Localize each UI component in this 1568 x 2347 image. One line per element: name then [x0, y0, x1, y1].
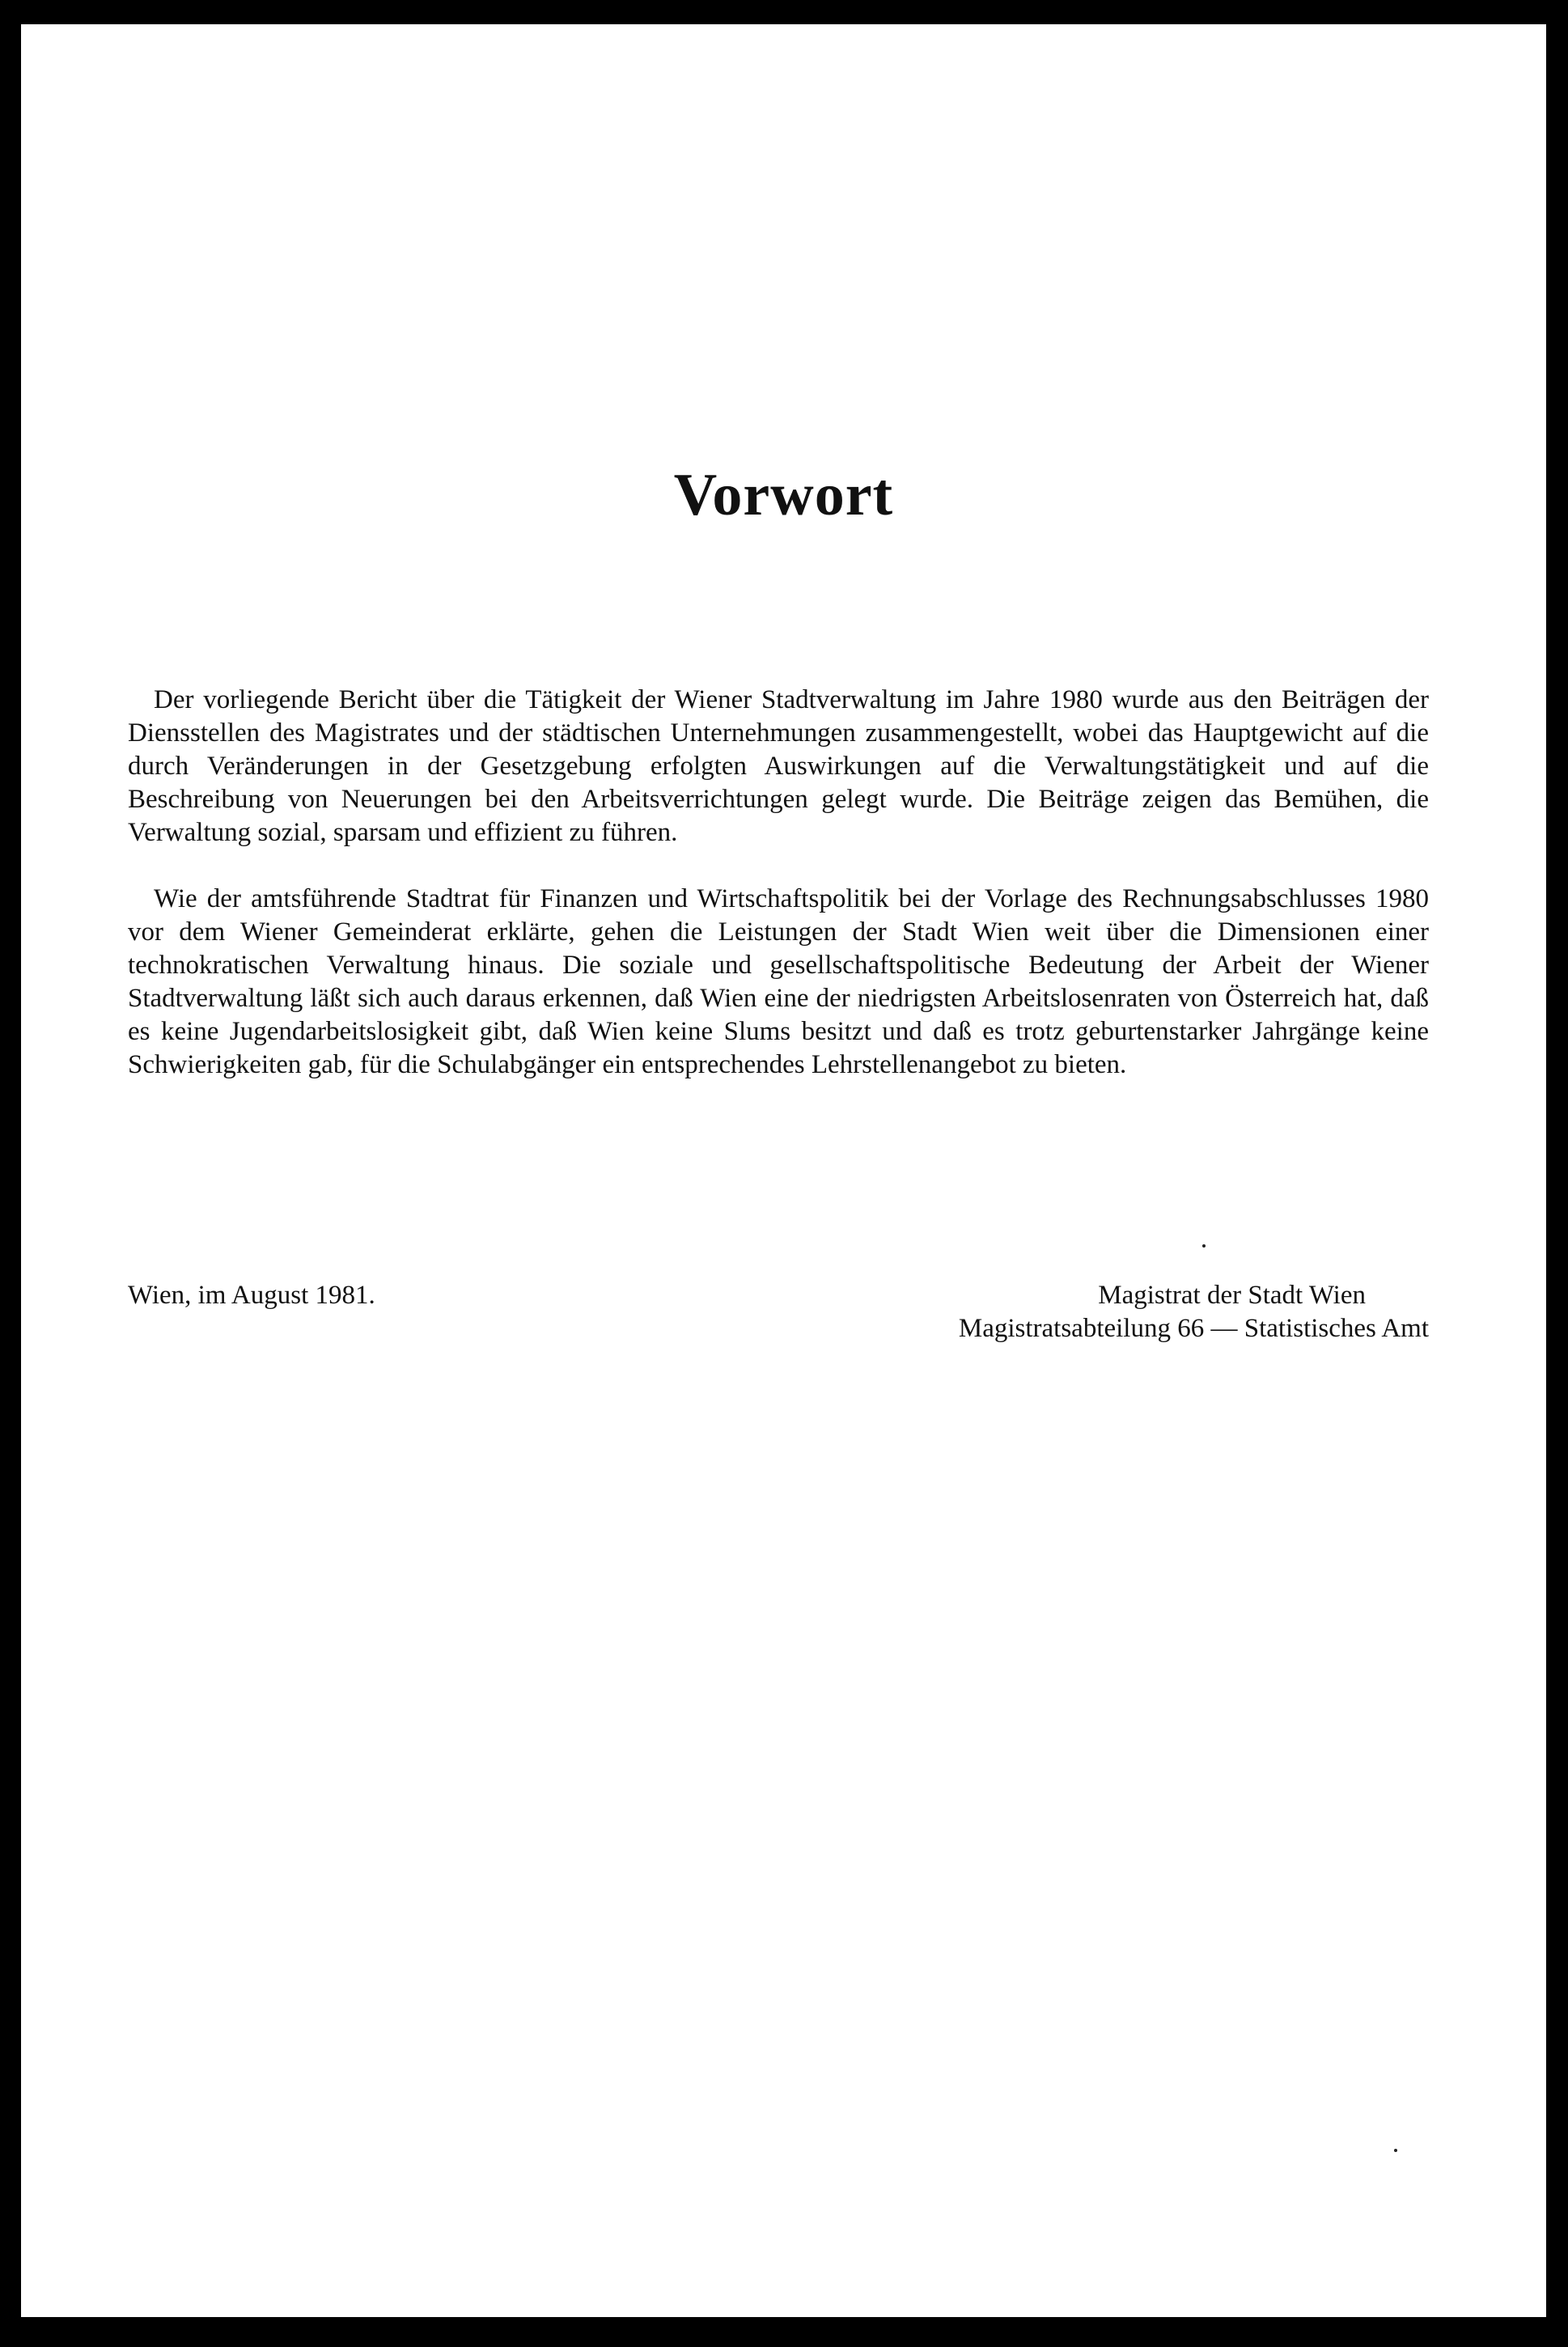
scan-speck: [1394, 2149, 1397, 2152]
signature-block: [830, 1279, 1429, 1345]
signature-line-2: Magistratsabteilung 66 — Statistisches Amt: [958, 1314, 1429, 1343]
scan-speck: [1202, 1244, 1206, 1248]
paragraph-1: Der vorliegende Bericht über die Tätigkeit der Wiener Stadtverwaltung im Jahre 1980 wurde aus den Beiträgen der Diensstellen des Magistrates und der städtischen Unternehmungen zusammengestellt, wobei das Hauptgewicht auf die durch Veränderungen in der Gesetzgebung erfolgten Auswirkungen auf die Verwaltungstätigkeit und auf die Beschreibung von Neuerungen bei den Arbeitsverrichtungen gelegt wurde. Die Beiträge zeigen das Bemühen, die Verwaltung sozial, sparsam und effizient zu führen.: [128, 685, 1429, 847]
document-body: [128, 684, 1429, 1082]
document-page: [21, 24, 1546, 2317]
place-date: Wien, im August 1981.: [128, 1281, 375, 1310]
signature-line-1: Magistrat der Stadt Wien: [1098, 1281, 1366, 1310]
paragraph-2: Wie der amtsführende Stadtrat für Finanzen und Wirtschaftspolitik bei der Vorlage des Rechnungsabschlusses 1980 vor dem Wiener Gemeinderat erklärte, gehen die Leistungen der Stadt Wien weit über die Dimensionen einer technokratischen Verwaltung hinaus. Die soziale und gesellschaftspolitische Bedeutung der Arbeit der Wiener Stadtverwaltung läßt sich auch daraus erkennen, daß Wien eine der niedrigsten Arbeitslosenraten von Österreich hat, daß es keine Jugendarbeitslosigkeit gibt, daß Wien keine Slums besitzt und daß es trotz geburtenstarker Jahrgänge keine Schwierigkeiten gab, für die Schulabgänger ein entsprechendes Lehrstellenangebot zu bieten.: [128, 884, 1429, 1079]
page-title: Vorwort: [673, 462, 894, 528]
